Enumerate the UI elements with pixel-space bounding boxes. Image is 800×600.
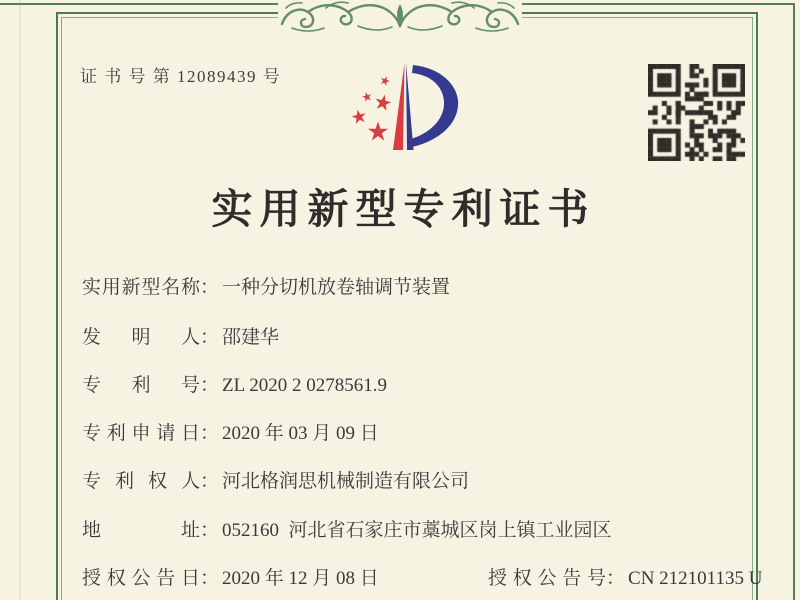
field-value: 2020 年 12 月 08 日 (222, 568, 379, 589)
field-label: 专利号 (82, 375, 200, 396)
field-label: 专利申请日 (82, 423, 200, 444)
field-row-utility-model-name (82, 272, 450, 299)
field-colon: ： (200, 423, 220, 444)
cnipa-logo-icon (340, 56, 470, 162)
field-value: CN 212101135 U (628, 568, 763, 589)
field-row-patentee (82, 466, 469, 493)
field-row-inventor (82, 322, 279, 349)
field-value: 一种分切机放卷轴调节装置 (222, 277, 451, 298)
page-fold-line (19, 0, 21, 600)
field-colon: ： (200, 375, 220, 396)
field-label: 授权公告号 (488, 568, 606, 589)
field-label: 实用新型名称 (82, 277, 200, 298)
field-value: ZL 2020 2 0278561.9 (222, 375, 388, 396)
field-group-grant-number (488, 563, 763, 590)
field-colon: ： (200, 568, 220, 589)
field-label: 地址 (82, 520, 200, 541)
field-row-filing-date (82, 418, 379, 445)
field-group-grant-date (82, 568, 379, 589)
field-colon: ： (200, 471, 220, 492)
field-label: 专利权人 (82, 471, 200, 492)
field-row-address (82, 515, 612, 542)
certificate-title: 实用新型专利证书 (211, 186, 596, 232)
certificate-number: 证 书 号 第 12089439 号 (80, 67, 282, 86)
outer-border-right (793, 3, 795, 600)
field-value: 河北格润思机械制造有限公司 (222, 471, 470, 492)
field-colon: ： (200, 327, 220, 348)
field-colon: ： (606, 568, 626, 589)
field-value: 052160 河北省石家庄市藁城区岗上镇工业园区 (222, 520, 612, 541)
field-value: 2020 年 03 月 09 日 (222, 423, 379, 444)
field-label: 发明人 (82, 327, 200, 348)
field-label: 授权公告日 (82, 568, 200, 589)
field-colon: ： (200, 277, 220, 298)
field-row-patent-number (82, 370, 387, 397)
field-value: 邵建华 (222, 327, 280, 348)
qr-code (648, 64, 745, 161)
scrollwork-flourish-icon (278, 0, 522, 36)
field-row-grant (82, 563, 763, 590)
field-colon: ： (200, 520, 220, 541)
